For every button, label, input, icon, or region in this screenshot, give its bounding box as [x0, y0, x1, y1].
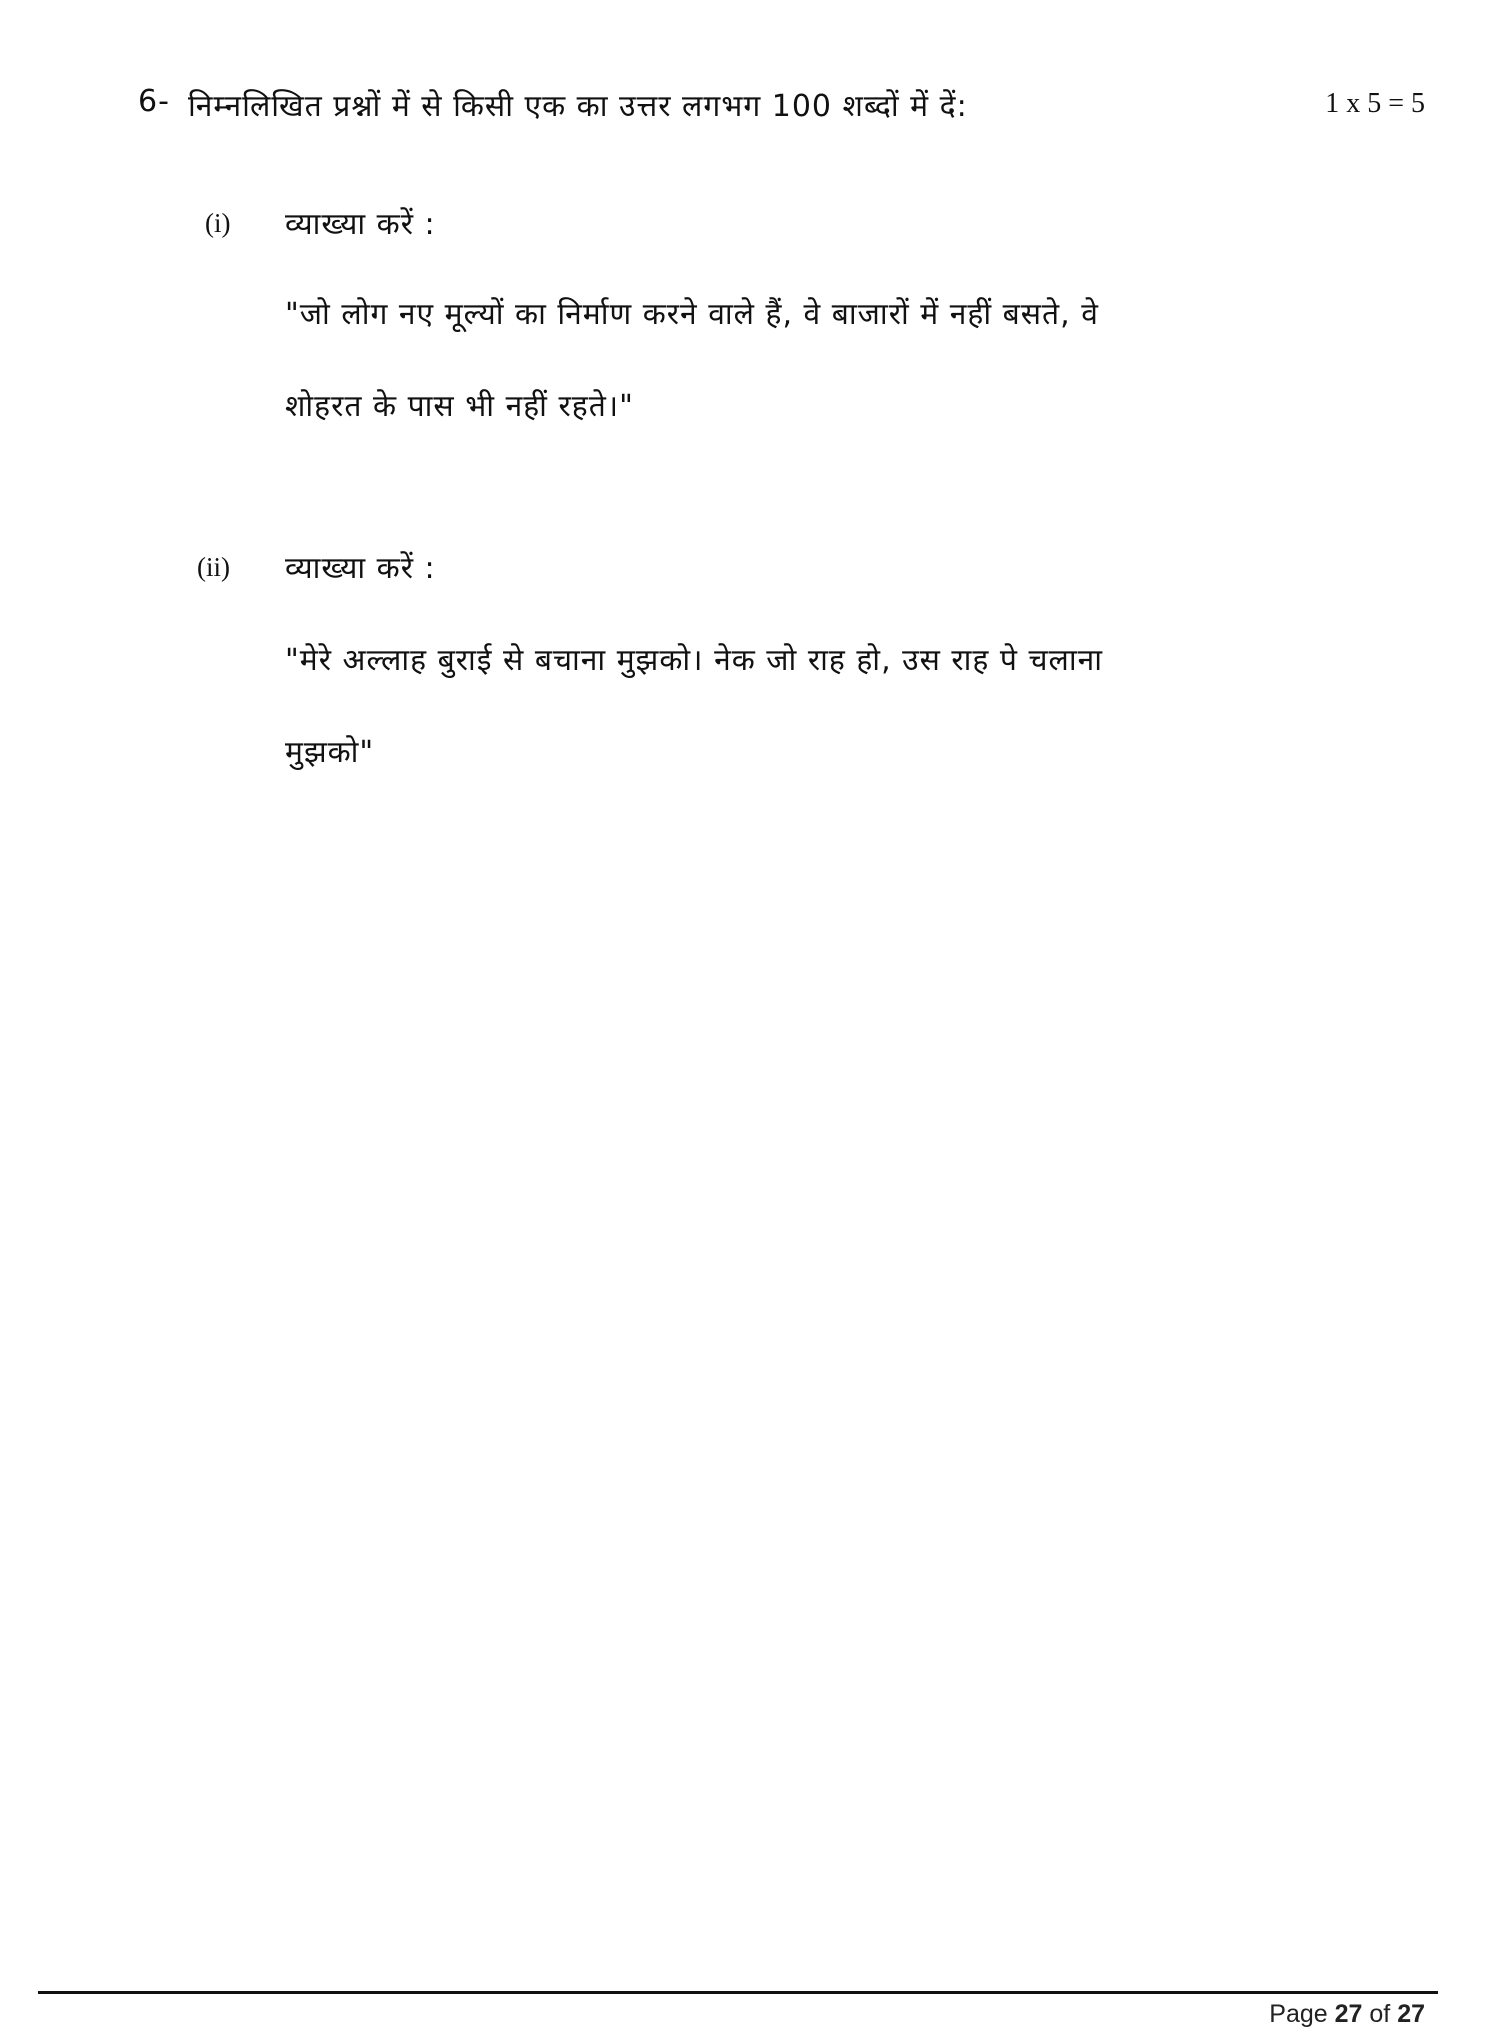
option-i-quote-line-2: शोहरत के पास भी नहीं रहते।": [285, 389, 634, 424]
page-number: [1269, 2000, 1425, 2029]
option-i-prompt: व्याख्या करें :: [285, 207, 436, 242]
question-number: 6-: [138, 84, 170, 119]
question-instruction: निम्नलिखित प्रश्नों में से किसी एक का उत्तर लगभग 100 शब्दों में दें:: [188, 89, 968, 124]
question-marks: 1 x 5 = 5: [1325, 88, 1425, 119]
of-word: of: [1369, 2000, 1391, 2028]
option-i-quote-line-1: "जो लोग नए मूल्यों का निर्माण करने वाले हैं, वे बाजारों में नहीं बसते, वे: [285, 297, 1099, 332]
option-ii-quote-line-1: "मेरे अल्लाह बुराई से बचाना मुझको। नेक जो राह हो, उस राह पे चलाना: [285, 643, 1104, 678]
current-page: 27: [1334, 2000, 1363, 2028]
option-i-label: (i): [205, 208, 231, 238]
option-ii-label: (ii): [197, 552, 230, 582]
page-word: Page: [1269, 2000, 1328, 2028]
option-ii-quote-line-2: मुझको": [285, 735, 375, 770]
option-ii-prompt: व्याख्या करें :: [285, 551, 436, 586]
footer-divider: [38, 1991, 1438, 1994]
total-pages: 27: [1397, 2000, 1425, 2028]
